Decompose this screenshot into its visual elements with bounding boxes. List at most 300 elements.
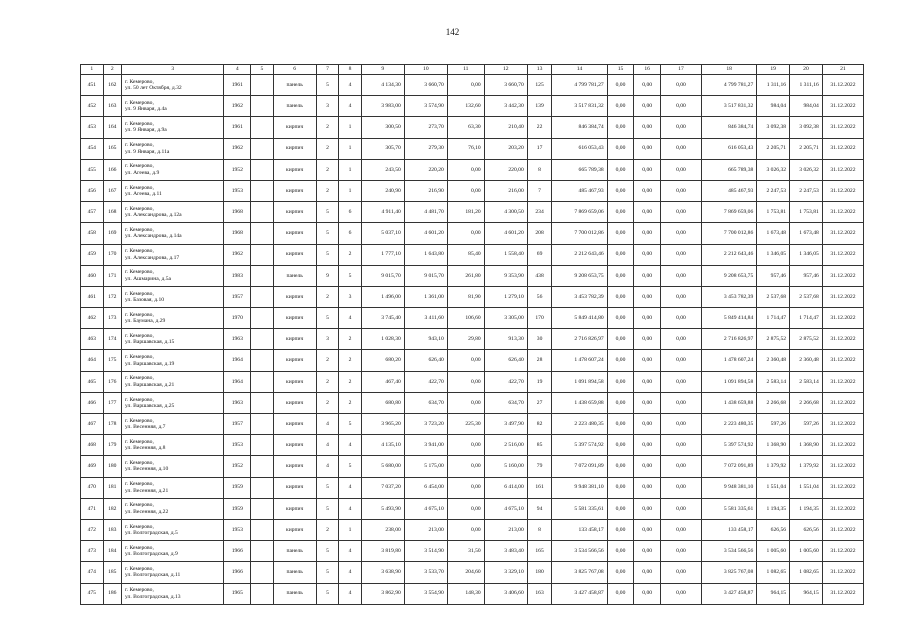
- table-cell: 5: [316, 477, 339, 498]
- column-number-header: 5: [251, 65, 274, 75]
- table-cell: 0,00: [447, 477, 484, 498]
- table-cell: 1 714,47: [790, 308, 823, 329]
- address-line: г. Кемерово,: [124, 142, 154, 149]
- table-cell: 1 478 607,24: [701, 350, 756, 371]
- table-row: [81, 75, 864, 96]
- table-row: [81, 96, 864, 117]
- table-cell: [251, 202, 274, 223]
- table-cell: 5: [316, 75, 339, 96]
- table-cell: 2: [339, 244, 362, 265]
- table-cell: 3 534 566,56: [552, 541, 607, 562]
- table-cell: кирпич: [273, 286, 316, 307]
- table-cell: 455: [81, 159, 104, 180]
- table-cell: 0,00: [607, 562, 634, 583]
- table-cell: 626,40: [484, 350, 527, 371]
- table-row: [81, 117, 864, 138]
- table-cell: 31.12.2022: [822, 223, 863, 244]
- table-cell: 279,30: [404, 138, 447, 159]
- table-cell: 5: [339, 456, 362, 477]
- table-cell: 472: [81, 519, 104, 540]
- table-cell: 9: [316, 265, 339, 286]
- table-cell: 305,70: [361, 138, 404, 159]
- table-row: [81, 371, 864, 392]
- table-cell: 56: [527, 286, 552, 307]
- table-cell: 9 948 381,10: [701, 477, 756, 498]
- table-cell: кирпич: [273, 244, 316, 265]
- table-cell: 31,50: [447, 541, 484, 562]
- table-cell: 0,00: [660, 308, 701, 329]
- table-row: [81, 414, 864, 435]
- table-cell: 169: [103, 223, 121, 244]
- table-cell: 0,00: [607, 541, 634, 562]
- table-cell: 3 825 767,08: [701, 562, 756, 583]
- column-number-header: 21: [822, 65, 863, 75]
- address-line: г. Кемерово,: [124, 396, 154, 403]
- table-cell: 0,00: [660, 117, 701, 138]
- address-cell: [121, 244, 223, 265]
- table-cell: 0,00: [607, 202, 634, 223]
- table-cell: 0,00: [634, 541, 661, 562]
- address-line: ул. Волгоградская, д.11: [124, 572, 181, 579]
- table-cell: 3 453 782,39: [552, 286, 607, 307]
- table-cell: 177: [103, 392, 121, 413]
- table-cell: 2 583,14: [757, 371, 790, 392]
- table-cell: 2 537,68: [790, 286, 823, 307]
- table-cell: 0,00: [660, 583, 701, 604]
- table-cell: 1957: [224, 286, 251, 307]
- table-cell: 22: [527, 117, 552, 138]
- address-line: ул. Волгоградская, д.13: [124, 593, 181, 600]
- table-cell: 2 205,71: [757, 138, 790, 159]
- table-cell: 31.12.2022: [822, 456, 863, 477]
- column-number-header: 9: [361, 65, 404, 75]
- table-cell: 171: [103, 265, 121, 286]
- column-number-header: 8: [339, 65, 362, 75]
- address-cell: [121, 329, 223, 350]
- table-cell: 0,00: [634, 180, 661, 201]
- table-cell: 0,00: [634, 583, 661, 604]
- table-cell: 210,40: [484, 117, 527, 138]
- table-cell: 5: [316, 202, 339, 223]
- table-cell: 172: [103, 286, 121, 307]
- table-cell: 0,00: [634, 286, 661, 307]
- address-line: г. Кемерово,: [124, 460, 154, 467]
- table-cell: 3 026,32: [790, 159, 823, 180]
- table-row: [81, 180, 864, 201]
- table-cell: 0,00: [634, 414, 661, 435]
- column-number-row: [81, 65, 864, 75]
- table-cell: 1 714,47: [757, 308, 790, 329]
- table-cell: [251, 541, 274, 562]
- table-cell: 178: [103, 414, 121, 435]
- table-cell: 216,90: [404, 180, 447, 201]
- table-cell: [251, 414, 274, 435]
- table-cell: [251, 392, 274, 413]
- table-cell: 0,00: [660, 244, 701, 265]
- address-cell: [121, 202, 223, 223]
- table-cell: кирпич: [273, 392, 316, 413]
- table-cell: 470: [81, 477, 104, 498]
- table-cell: 30: [527, 329, 552, 350]
- table-cell: 438: [527, 265, 552, 286]
- table-row: [81, 350, 864, 371]
- table-cell: 0,00: [607, 435, 634, 456]
- table-cell: 5: [316, 308, 339, 329]
- table-cell: 1: [339, 138, 362, 159]
- table-row: [81, 223, 864, 244]
- table-cell: 1968: [224, 223, 251, 244]
- table-cell: 0,00: [447, 519, 484, 540]
- table-cell: 0,00: [607, 244, 634, 265]
- table-cell: 2: [339, 371, 362, 392]
- table-cell: панель: [273, 96, 316, 117]
- table-cell: 0,00: [660, 392, 701, 413]
- table-cell: 181: [103, 477, 121, 498]
- table-cell: 273,70: [404, 117, 447, 138]
- table-cell: 208: [527, 223, 552, 244]
- table-cell: 0,00: [607, 456, 634, 477]
- address-line: г. Кемерово,: [124, 269, 154, 276]
- table-cell: 2 247,53: [757, 180, 790, 201]
- table-cell: 468: [81, 435, 104, 456]
- table-cell: 2: [316, 392, 339, 413]
- table-cell: 2: [339, 329, 362, 350]
- table-row: [81, 265, 864, 286]
- table-cell: 1 551,04: [790, 477, 823, 498]
- table-row: [81, 392, 864, 413]
- address-line: ул. Весенняя, д.7: [124, 424, 166, 431]
- page-number: 142: [445, 27, 460, 37]
- column-number-header: 10: [404, 65, 447, 75]
- table-cell: 453: [81, 117, 104, 138]
- table-cell: [251, 456, 274, 477]
- table-cell: 2 247,53: [790, 180, 823, 201]
- table-cell: 0,00: [607, 75, 634, 96]
- table-cell: 0,00: [607, 96, 634, 117]
- table-cell: 31.12.2022: [822, 265, 863, 286]
- table-cell: 139: [527, 96, 552, 117]
- column-number-header: 7: [316, 65, 339, 75]
- table-cell: 485 467,93: [552, 180, 607, 201]
- table-cell: 4: [339, 96, 362, 117]
- address-line: г. Кемерово,: [124, 417, 154, 424]
- table-cell: 0,00: [660, 371, 701, 392]
- table-cell: 0,00: [447, 371, 484, 392]
- table-cell: 7 072 091,89: [701, 456, 756, 477]
- table-cell: 69: [527, 244, 552, 265]
- table-cell: 31.12.2022: [822, 435, 863, 456]
- table-cell: 2 266,68: [757, 392, 790, 413]
- address-cell: [121, 583, 223, 604]
- address-line: ул. Весенняя, д.21: [124, 487, 169, 494]
- table-cell: 1 379,92: [790, 456, 823, 477]
- table-cell: 4 601,20: [404, 223, 447, 244]
- table-cell: 3 517 831,32: [552, 96, 607, 117]
- table-cell: 76,10: [447, 138, 484, 159]
- table-cell: 9 353,90: [484, 265, 527, 286]
- address-line: ул. Агеева, д.11: [124, 191, 162, 198]
- table-cell: 2 583,14: [790, 371, 823, 392]
- table-cell: 0,00: [447, 435, 484, 456]
- table-cell: 4 601,20: [484, 223, 527, 244]
- address-line: г. Кемерово,: [124, 502, 154, 509]
- table-cell: 984,04: [790, 96, 823, 117]
- table-cell: 466: [81, 392, 104, 413]
- column-number-header: 18: [701, 65, 756, 75]
- table-cell: 3 442,30: [484, 96, 527, 117]
- table-cell: 220,00: [484, 159, 527, 180]
- address-line: ул. 9 Января, д.9а: [124, 127, 167, 134]
- table-cell: 0,00: [660, 265, 701, 286]
- table-cell: 163: [527, 583, 552, 604]
- table-cell: 626,40: [404, 350, 447, 371]
- table-cell: 204,60: [447, 562, 484, 583]
- table-cell: 957,46: [757, 265, 790, 286]
- address-line: ул. 50 лет Октября, д.32: [124, 85, 182, 92]
- table-cell: 0,00: [660, 477, 701, 498]
- table-cell: 3 497,90: [484, 414, 527, 435]
- table-cell: 1953: [224, 519, 251, 540]
- table-cell: 17: [527, 138, 552, 159]
- table-cell: 1 005,60: [757, 541, 790, 562]
- table-cell: 1952: [224, 159, 251, 180]
- table-cell: 459: [81, 244, 104, 265]
- table-cell: 4 134,30: [361, 75, 404, 96]
- table-cell: [251, 180, 274, 201]
- table-cell: 1959: [224, 498, 251, 519]
- table-cell: 133 458,17: [552, 519, 607, 540]
- table-cell: 3 660,70: [484, 75, 527, 96]
- table-cell: 461: [81, 286, 104, 307]
- table-cell: 31.12.2022: [822, 202, 863, 223]
- table-cell: [251, 265, 274, 286]
- table-cell: 106,60: [447, 308, 484, 329]
- address-cell: [121, 519, 223, 540]
- table-cell: 175: [103, 350, 121, 371]
- table-cell: 456: [81, 180, 104, 201]
- table-cell: 2 516,00: [484, 435, 527, 456]
- table-cell: 1959: [224, 477, 251, 498]
- table-cell: 203,20: [484, 138, 527, 159]
- table-cell: 31.12.2022: [822, 180, 863, 201]
- table-cell: 957,46: [790, 265, 823, 286]
- table-cell: 1961: [224, 75, 251, 96]
- table-cell: 2: [316, 159, 339, 180]
- table-cell: 148,30: [447, 583, 484, 604]
- table-cell: 0,00: [607, 159, 634, 180]
- table-cell: 597,26: [757, 414, 790, 435]
- address-cell: [121, 477, 223, 498]
- table-cell: 168: [103, 202, 121, 223]
- table-cell: 0,00: [660, 414, 701, 435]
- table-cell: 186: [103, 583, 121, 604]
- table-cell: [251, 519, 274, 540]
- address-line: г. Кемерово,: [124, 78, 154, 85]
- table-cell: 1953: [224, 435, 251, 456]
- table-cell: 167: [103, 180, 121, 201]
- table-cell: 0,00: [660, 519, 701, 540]
- table-cell: 3 638,90: [361, 562, 404, 583]
- table-cell: 2: [316, 180, 339, 201]
- address-line: г. Кемерово,: [124, 290, 154, 297]
- table-cell: 31.12.2022: [822, 329, 863, 350]
- table-cell: 634,70: [404, 392, 447, 413]
- column-number-header: 15: [607, 65, 634, 75]
- table-cell: 7 037,20: [361, 477, 404, 498]
- address-cell: [121, 138, 223, 159]
- table-cell: 1 673,48: [757, 223, 790, 244]
- table-cell: 243,50: [361, 159, 404, 180]
- table-cell: 185: [103, 562, 121, 583]
- table-cell: 3 517 831,32: [701, 96, 756, 117]
- table-cell: 31.12.2022: [822, 371, 863, 392]
- address-line: ул. Александрова, д.17: [124, 254, 180, 261]
- table-cell: 616 053,43: [701, 138, 756, 159]
- table-cell: 7 700 012,86: [701, 223, 756, 244]
- table-cell: 0,00: [660, 456, 701, 477]
- table-cell: 1957: [224, 414, 251, 435]
- table-cell: 5: [316, 223, 339, 244]
- address-line: ул. Александрова, д.14а: [124, 233, 182, 240]
- table-cell: 82: [527, 414, 552, 435]
- address-line: г. Кемерово,: [124, 99, 154, 106]
- table-cell: кирпич: [273, 477, 316, 498]
- table-cell: 2 205,71: [790, 138, 823, 159]
- table-cell: 1970: [224, 308, 251, 329]
- address-line: ул. Александрова, д.12а: [124, 212, 182, 219]
- address-line: ул. Весенняя, д.22: [124, 508, 169, 515]
- table-cell: кирпич: [273, 308, 316, 329]
- table-cell: 4: [339, 541, 362, 562]
- table-cell: кирпич: [273, 414, 316, 435]
- table-cell: 3 533,70: [404, 562, 447, 583]
- table-cell: 4: [339, 75, 362, 96]
- table-cell: 665 789,38: [552, 159, 607, 180]
- address-line: ул. Весенняя, д.8: [124, 445, 166, 452]
- table-cell: 4 300,50: [484, 202, 527, 223]
- table-cell: кирпич: [273, 456, 316, 477]
- table-cell: кирпич: [273, 202, 316, 223]
- table-cell: 1 311,16: [757, 75, 790, 96]
- table-cell: 5 581 335,61: [552, 498, 607, 519]
- table-cell: 0,00: [447, 498, 484, 519]
- address-cell: [121, 180, 223, 201]
- table-cell: 0,00: [660, 96, 701, 117]
- table-cell: 176: [103, 371, 121, 392]
- address-line: г. Кемерово,: [124, 184, 154, 191]
- table-cell: 31.12.2022: [822, 117, 863, 138]
- table-cell: 0,00: [607, 265, 634, 286]
- table-cell: 183: [103, 519, 121, 540]
- table-cell: 1965: [224, 583, 251, 604]
- table-cell: 1983: [224, 265, 251, 286]
- table-cell: 9 208 653,75: [701, 265, 756, 286]
- table-cell: 1963: [224, 392, 251, 413]
- table-cell: 964,15: [757, 583, 790, 604]
- address-cell: [121, 117, 223, 138]
- table-cell: 626,56: [790, 519, 823, 540]
- table-cell: 170: [103, 244, 121, 265]
- table-cell: 5 493,90: [361, 498, 404, 519]
- table-cell: 7: [527, 180, 552, 201]
- table-cell: кирпич: [273, 159, 316, 180]
- address-line: г. Кемерово,: [124, 544, 154, 551]
- address-line: ул. 9 Января, д.4а: [124, 106, 167, 113]
- table-cell: 0,00: [634, 477, 661, 498]
- table-cell: 174: [103, 329, 121, 350]
- table-cell: 3 819,80: [361, 541, 404, 562]
- table-cell: 467,40: [361, 371, 404, 392]
- table-row: [81, 138, 864, 159]
- table-cell: 2: [339, 350, 362, 371]
- table-cell: 1 082,65: [790, 562, 823, 583]
- table-cell: 0,00: [634, 456, 661, 477]
- column-number-header: 12: [484, 65, 527, 75]
- address-line: г. Кемерово,: [124, 438, 154, 445]
- table-row: [81, 477, 864, 498]
- table-cell: 5: [316, 541, 339, 562]
- table-cell: 0,00: [607, 519, 634, 540]
- table-cell: 4 799 781,27: [701, 75, 756, 96]
- table-cell: 3 514,90: [404, 541, 447, 562]
- table-cell: 0,00: [634, 308, 661, 329]
- table-cell: 179: [103, 435, 121, 456]
- table-cell: [251, 329, 274, 350]
- table-cell: 5 849 414,84: [701, 308, 756, 329]
- table-cell: 4: [339, 308, 362, 329]
- table-cell: 9 015,70: [361, 265, 404, 286]
- table-cell: 181,20: [447, 202, 484, 223]
- address-line: г. Кемерово,: [124, 248, 154, 255]
- table-cell: 1 028,30: [361, 329, 404, 350]
- table-cell: 475: [81, 583, 104, 604]
- address-cell: [121, 456, 223, 477]
- table-cell: 2 875,52: [757, 329, 790, 350]
- table-cell: 4 911,40: [361, 202, 404, 223]
- address-line: ул. Варшавская, д.21: [124, 381, 175, 388]
- table-row: [81, 244, 864, 265]
- table-cell: 5 397 574,92: [701, 435, 756, 456]
- table-cell: 463: [81, 329, 104, 350]
- table-cell: 3 453 782,39: [701, 286, 756, 307]
- table-cell: [251, 96, 274, 117]
- table-cell: 913,30: [484, 329, 527, 350]
- table-row: [81, 519, 864, 540]
- table-cell: 665 789,38: [701, 159, 756, 180]
- table-cell: 680,80: [361, 392, 404, 413]
- column-number-header: 20: [790, 65, 823, 75]
- table-cell: [251, 223, 274, 244]
- table-cell: 458: [81, 223, 104, 244]
- table-cell: 165: [527, 541, 552, 562]
- table-cell: 462: [81, 308, 104, 329]
- table-cell: 5 160,00: [484, 456, 527, 477]
- table-cell: 0,00: [447, 456, 484, 477]
- table-cell: 1962: [224, 138, 251, 159]
- table-cell: 1962: [224, 244, 251, 265]
- table-cell: 0,00: [607, 414, 634, 435]
- address-line: ул. Агеева, д.9: [124, 169, 160, 176]
- table-cell: 457: [81, 202, 104, 223]
- table-cell: 1: [339, 117, 362, 138]
- address-cell: [121, 435, 223, 456]
- table-cell: 1 082,65: [757, 562, 790, 583]
- table-cell: 2: [316, 117, 339, 138]
- table-cell: 2 223 480,35: [552, 414, 607, 435]
- address-line: ул. Варшавская, д.19: [124, 360, 175, 367]
- table-cell: [251, 75, 274, 96]
- table-cell: 5 397 574,92: [552, 435, 607, 456]
